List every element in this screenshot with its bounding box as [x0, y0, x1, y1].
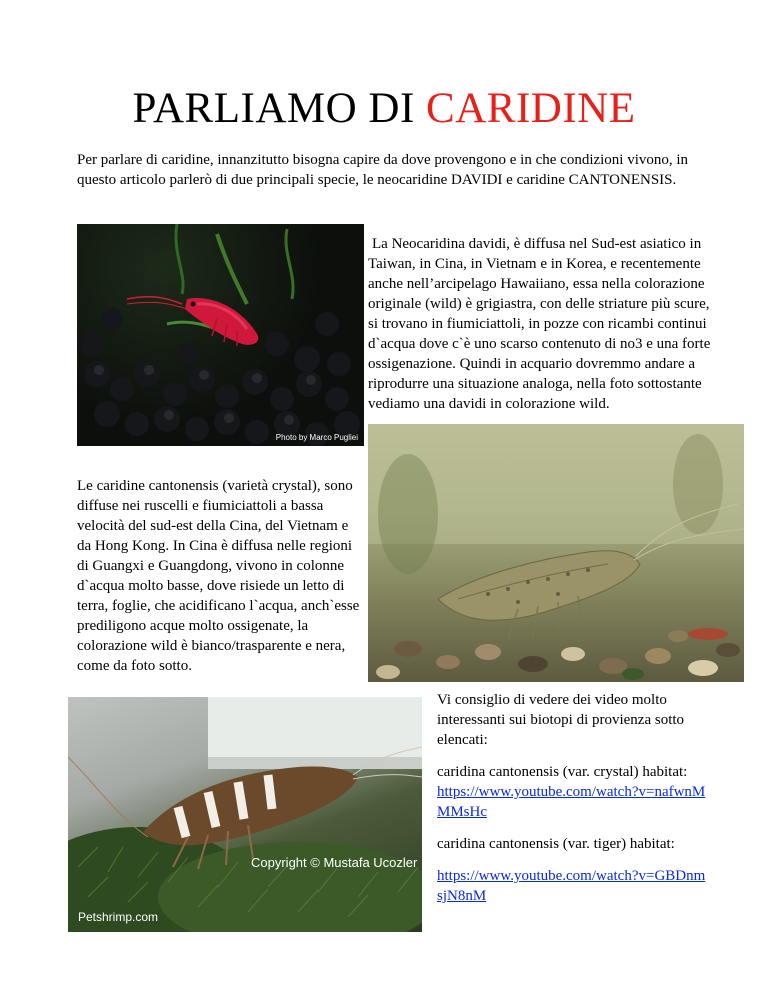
wild-shrimp-photo [368, 424, 744, 682]
tiger-shrimp-photo [68, 697, 422, 932]
cantonensis-paragraph: Le caridine cantonensis (varietà crystal), sono diffuse nei ruscelli e fiumiciattoli a bassa velocità del sud-est della Cina, del Vietnam e da Hong Kong. In Cina è diffusa nelle regioni di Guangxi e Guangdong, vivono in colonne d`acqua molto basse, dove risiede un letto di terra, foglie, che acidificano l`acqua, anch`esse prediligono acque molto ossigenate, la colorazione wild è bianco/trasparente e nera, come da foto sotto. [77, 478, 360, 674]
wild-shrimp-illustration [368, 424, 744, 682]
video-link-crystal[interactable]: https://www.youtube.com/watch?v=nafwnMMMsHc [437, 784, 706, 820]
videos-intro: Vi consiglio di vedere dei video molto interessanti sui biotopi di provienza sotto elencati: [437, 692, 685, 748]
photo-site-credit: Petshrimp.com [78, 910, 159, 924]
intro-paragraph: Per parlare di caridine, innanzitutto bisogna capire da dove provengono e in che condizioni vivono, in questo articolo parlerò di due principali specie, le neocaridine DAVIDI e caridine CANTONENSIS. [77, 152, 689, 188]
video-item-label: caridina cantonensis (var. crystal) habitat: [437, 764, 688, 780]
video-item-label: caridina cantonensis (var. tiger) habitat: [437, 836, 675, 852]
red-shrimp-photo [77, 224, 364, 446]
photo-credit: Photo by Marco Pugliei [275, 433, 358, 442]
tiger-shrimp-illustration [68, 697, 422, 932]
red-shrimp-illustration [77, 224, 364, 446]
title-highlight: CARIDINE [426, 85, 636, 132]
video-link-tiger[interactable]: https://www.youtube.com/watch?v=GBDnmsjN8nM [437, 868, 706, 904]
video-links-section [437, 690, 707, 918]
photo-copyright: Copyright © Mustafa Ucozler [251, 855, 418, 870]
page-title [0, 84, 768, 133]
title-prefix: PARLIAMO DI [132, 85, 427, 132]
neocaridina-paragraph: La Neocaridina davidi, è diffusa nel Sud-est asiatico in Taiwan, in Cina, in Vietnam e in Korea, e recentemente anche nell’arcipelago Hawaiiano, essa nella colorazione originale (wild) è grigiastra, con delle striature più scure, si trovano in fiumiciattoli, in pozze con ricambi continui d`acqua dove c`è uno scarso contenuto di no3 e una forte ossigenazione. Quindi in acquario dovremmo andare a riprodurre una situazione analoga, nella foto sottostante vediamo una davidi in colorazione wild. [368, 236, 711, 412]
